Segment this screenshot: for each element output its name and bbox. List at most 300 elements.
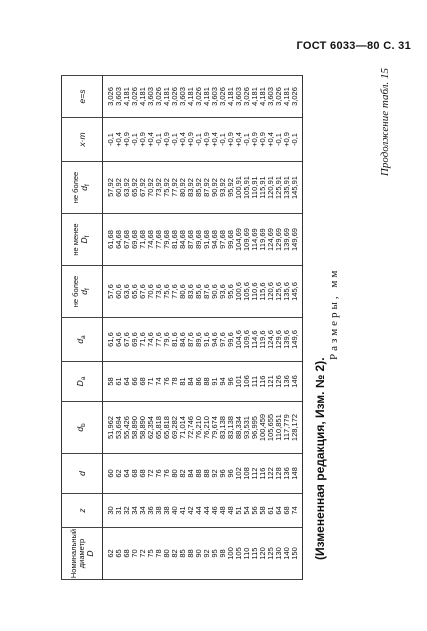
table-cell: 65,818 xyxy=(163,402,171,454)
table-cell: 124,69 xyxy=(267,214,275,266)
column-header xyxy=(62,494,103,528)
table-cell: 3,603 xyxy=(115,76,123,118)
table-row xyxy=(115,76,123,580)
table-cell: 38 xyxy=(155,494,163,528)
table-cell: 145,91 xyxy=(291,162,303,214)
table-cell: 75,92 xyxy=(163,162,171,214)
table-cell: 69,282 xyxy=(171,402,179,454)
table-cell: 135,91 xyxy=(283,162,291,214)
table-cell: +0,9 xyxy=(259,118,267,162)
table-cell: 109,69 xyxy=(243,214,251,266)
table-cell: 70,92 xyxy=(147,162,155,214)
table-cell: 110,6 xyxy=(251,266,259,318)
table-row xyxy=(275,76,283,580)
table-cell: 92 xyxy=(203,528,211,580)
table-cell: 71 xyxy=(147,362,155,402)
table-cell: 58,890 xyxy=(139,402,147,454)
table-cell: 67,68 xyxy=(123,214,131,266)
table-cell: +0,4 xyxy=(115,118,123,162)
table-cell: 36 xyxy=(147,494,155,528)
table-cell: 60,6 xyxy=(115,266,123,318)
table-cell: 74,68 xyxy=(147,214,155,266)
table-cell: 64 xyxy=(123,454,131,494)
table-row xyxy=(227,76,235,580)
table-cell: 120 xyxy=(259,528,267,580)
table-cell: 97,6 xyxy=(219,318,227,362)
table-cell: 88 xyxy=(203,454,211,494)
table-cell: +0,4 xyxy=(147,118,155,162)
table-cell: 62 xyxy=(115,454,123,494)
table-cell: 120,6 xyxy=(267,266,275,318)
table-cell: 76,210 xyxy=(195,402,203,454)
table-cell: 67,92 xyxy=(139,162,147,214)
page-header: ГОСТ 6033—80 С. 31 xyxy=(296,40,411,52)
table-cell: 114,69 xyxy=(251,214,259,266)
table-row xyxy=(195,76,203,580)
table-cell: 4,181 xyxy=(123,76,131,118)
table-row xyxy=(147,76,155,580)
table-cell: 88 xyxy=(195,454,203,494)
table-cell: 108 xyxy=(243,454,251,494)
column-header-subscript: f xyxy=(84,184,92,187)
table-row xyxy=(123,76,131,580)
table-cell: 57,92 xyxy=(103,162,116,214)
table-cell: 58,890 xyxy=(131,402,139,454)
table-cell: 4,181 xyxy=(163,76,171,118)
column-header xyxy=(62,118,103,162)
table-cell: 145,6 xyxy=(291,266,303,318)
table-cell: 114,6 xyxy=(251,318,259,362)
table-row xyxy=(179,76,187,580)
table-cell: 90 xyxy=(195,528,203,580)
table-cell: 3,026 xyxy=(219,76,227,118)
table-cell: 136 xyxy=(283,362,291,402)
column-header-label: не менее xyxy=(70,223,80,256)
table-cell: 67,6 xyxy=(139,266,147,318)
table-cell: 90,6 xyxy=(211,266,219,318)
table-cell: 83,138 xyxy=(219,402,227,454)
table-cell: 44 xyxy=(195,494,203,528)
table-cell: 85 xyxy=(179,528,187,580)
column-header xyxy=(62,318,103,362)
table-cell: 125,6 xyxy=(275,266,283,318)
column-header-symbol: d xyxy=(78,186,89,191)
table-cell: -0,1 xyxy=(219,118,227,162)
table-cell: 4,181 xyxy=(187,76,195,118)
table-cell: 89,68 xyxy=(195,214,203,266)
table-cell: 83,6 xyxy=(187,266,195,318)
table-cell: 86 xyxy=(195,362,203,402)
table-cell: 72,746 xyxy=(187,402,195,454)
table-cell: 79,674 xyxy=(211,402,219,454)
table-cell: 92 xyxy=(211,454,219,494)
table-cell: 80,92 xyxy=(179,162,187,214)
column-header-symbol: d xyxy=(78,290,89,295)
table-cell: 100,459 xyxy=(259,402,267,454)
table-cell: 97,68 xyxy=(219,214,227,266)
table-cell: 90,92 xyxy=(211,162,219,214)
table-cell: 110,91 xyxy=(251,162,259,214)
footnote: (Измененная редакция, Изм. № 2). xyxy=(313,357,327,560)
table-cell: 68 xyxy=(123,528,131,580)
column-header-subscript: a xyxy=(80,335,88,339)
table-cell: 88 xyxy=(187,528,195,580)
table-cell: 80,6 xyxy=(179,266,187,318)
column-header xyxy=(62,266,103,318)
table-cell: 74 xyxy=(291,494,303,528)
table-cell: 4,181 xyxy=(283,76,291,118)
table-cell: 120,91 xyxy=(267,162,275,214)
table-cell: 93,531 xyxy=(243,402,251,454)
table-cell: 34 xyxy=(139,494,147,528)
table-cell: 71,6 xyxy=(139,318,147,362)
table-cell: 61 xyxy=(115,362,123,402)
table-cell: 3,026 xyxy=(243,76,251,118)
table-cell: 74,6 xyxy=(147,318,155,362)
table-cell: 3,026 xyxy=(131,76,139,118)
table-row xyxy=(259,76,267,580)
table-cell: +0,4 xyxy=(267,118,275,162)
table-cell: 77,6 xyxy=(155,318,163,362)
table-cell: +0,9 xyxy=(283,118,291,162)
table-row xyxy=(171,76,179,580)
table-cell: 4,181 xyxy=(203,76,211,118)
table-cell: 99,6 xyxy=(227,318,235,362)
table-row xyxy=(103,76,116,580)
table-cell: 68 xyxy=(131,454,139,494)
table-cell: 72 xyxy=(147,454,155,494)
table-row xyxy=(219,76,227,580)
table-cell: 38 xyxy=(163,494,171,528)
table-header-row xyxy=(62,76,103,580)
table-cell: 68 xyxy=(139,454,147,494)
table-cell: 3,026 xyxy=(155,76,163,118)
table-cell: 73,6 xyxy=(155,266,163,318)
table-cell: 88 xyxy=(203,362,211,402)
table-cell: 104,6 xyxy=(235,318,243,362)
table-cell: 3,603 xyxy=(211,76,219,118)
table-cell: 136 xyxy=(283,454,291,494)
table-cell: 3,603 xyxy=(179,76,187,118)
table-cell: 87,6 xyxy=(187,318,195,362)
column-header xyxy=(62,214,103,266)
table-cell: 82 xyxy=(179,454,187,494)
column-header-symbol: e=s xyxy=(76,89,87,104)
table-cell: 77,6 xyxy=(171,266,179,318)
table-row xyxy=(243,76,251,580)
table-cell: 88,334 xyxy=(235,402,243,454)
table-cell: 58 xyxy=(259,494,267,528)
table-cell: 96 xyxy=(227,362,235,402)
table-cell: 89,6 xyxy=(195,318,203,362)
table-cell: -0,1 xyxy=(171,118,179,162)
column-header-symbol: D xyxy=(84,550,95,557)
table-cell: 84,68 xyxy=(179,214,187,266)
table-cell: 34 xyxy=(131,494,139,528)
table-cell: 79,68 xyxy=(163,214,171,266)
table-cell: 54 xyxy=(243,494,251,528)
table-cell: 77,92 xyxy=(171,162,179,214)
table-cell: 105,655 xyxy=(267,402,275,454)
table-cell: 56 xyxy=(251,494,259,528)
table-cell: 71,014 xyxy=(179,402,187,454)
table-cell: +0,9 xyxy=(163,118,171,162)
table-cell: 80 xyxy=(163,528,171,580)
table-row xyxy=(267,76,275,580)
table-cell: -0,1 xyxy=(103,118,116,162)
column-header xyxy=(62,162,103,214)
table-cell: 76 xyxy=(155,454,163,494)
table-cell: 3,026 xyxy=(103,76,116,118)
table-cell: 82 xyxy=(171,528,179,580)
table-cell: 110,851 xyxy=(275,402,283,454)
table-cell: 57,6 xyxy=(103,266,116,318)
table-cell: 130 xyxy=(275,528,283,580)
table-cell: 94,68 xyxy=(211,214,219,266)
table-cell: 94,6 xyxy=(211,318,219,362)
table-cell: +0,9 xyxy=(227,118,235,162)
column-header-symbol: D xyxy=(78,237,89,244)
table-cell: 110 xyxy=(243,528,251,580)
table-cell: 48 xyxy=(219,494,227,528)
table-cell: 30 xyxy=(103,494,116,528)
table-cell: 100,91 xyxy=(235,162,243,214)
table-cell: 65 xyxy=(115,528,123,580)
sizes-label: Размеры, мм xyxy=(328,267,340,360)
table-row xyxy=(163,76,171,580)
table-cell: 95 xyxy=(211,528,219,580)
table-cell: 128 xyxy=(275,454,283,494)
table-cell: 61 xyxy=(267,494,275,528)
table-cell: 4,181 xyxy=(251,76,259,118)
table-cell: 63,6 xyxy=(123,266,131,318)
column-header xyxy=(62,76,103,118)
table-cell: 109,6 xyxy=(243,318,251,362)
table-cell: 4,181 xyxy=(227,76,235,118)
table-cell: -0,1 xyxy=(243,118,251,162)
table-cell: 125,91 xyxy=(275,162,283,214)
column-header-symbol: d xyxy=(76,471,87,476)
table-cell: 78 xyxy=(155,528,163,580)
table-cell: 119,69 xyxy=(259,214,267,266)
column-header-label: Номинальный диаметр xyxy=(68,528,86,579)
table-cell: 116 xyxy=(259,362,267,402)
table-cell: 63,92 xyxy=(123,162,131,214)
table-row xyxy=(203,76,211,580)
table-cell: -0,1 xyxy=(275,118,283,162)
table-cell: 3,603 xyxy=(267,76,275,118)
table-cell: 73,92 xyxy=(155,162,163,214)
table-row xyxy=(187,76,195,580)
table-cell: 129,6 xyxy=(275,318,283,362)
table-cell: 122 xyxy=(267,454,275,494)
table-cell: 115 xyxy=(251,528,259,580)
table-cell: 93,6 xyxy=(219,266,227,318)
table-cell: 3,603 xyxy=(235,76,243,118)
table-cell: 62 xyxy=(103,528,116,580)
table-cell: +0,9 xyxy=(203,118,211,162)
table-cell: 81 xyxy=(179,362,187,402)
table-row xyxy=(155,76,163,580)
table-row xyxy=(251,76,259,580)
table-cell: 85,92 xyxy=(195,162,203,214)
table-cell: 128,172 xyxy=(291,402,303,454)
table-cell: -0,1 xyxy=(131,118,139,162)
table-cell: 105,6 xyxy=(243,266,251,318)
table-cell: 139,6 xyxy=(283,318,291,362)
table-cell: 91,6 xyxy=(203,318,211,362)
table-row xyxy=(283,76,291,580)
table-cell: 51,962 xyxy=(103,402,116,454)
table-cell: 67,6 xyxy=(123,318,131,362)
table-cell: 85,6 xyxy=(195,266,203,318)
table-cell: 76,210 xyxy=(203,402,211,454)
table-cell: 102 xyxy=(235,454,243,494)
column-header xyxy=(62,454,103,494)
column-header-subscript: f xyxy=(84,235,92,238)
table-cell: 3,026 xyxy=(291,76,303,118)
table-cell: 148 xyxy=(291,454,303,494)
table-cell: +0,9 xyxy=(187,118,195,162)
table-cell: 77,68 xyxy=(155,214,163,266)
table-cell: -0,1 xyxy=(291,118,303,162)
table-cell: 101 xyxy=(235,362,243,402)
table-cell: 129,69 xyxy=(275,214,283,266)
table-cell: 75 xyxy=(147,528,155,580)
table-cell: 68 xyxy=(139,362,147,402)
table-cell: 84,6 xyxy=(179,318,187,362)
table-cell: 115,91 xyxy=(259,162,267,214)
table-cell: 68 xyxy=(283,494,291,528)
table-cell: 124,6 xyxy=(267,318,275,362)
table-cell: 65,92 xyxy=(131,162,139,214)
table-cell: 51 xyxy=(235,494,243,528)
table-cell: 64,6 xyxy=(115,318,123,362)
table-cell: 64 xyxy=(123,362,131,402)
column-header xyxy=(62,528,103,580)
table-cell: 91,68 xyxy=(203,214,211,266)
table-cell: 74 xyxy=(155,362,163,402)
table-cell: 66 xyxy=(131,362,139,402)
table-cell: 71,68 xyxy=(139,214,147,266)
table-cell: 100 xyxy=(227,528,235,580)
table-cell: 149,69 xyxy=(291,214,303,266)
table-cell: 135,6 xyxy=(283,266,291,318)
table-row xyxy=(291,76,303,580)
table-cell: 31 xyxy=(115,494,123,528)
table-cell: 79,6 xyxy=(163,318,171,362)
table-cell: -0,1 xyxy=(155,118,163,162)
table-row xyxy=(139,76,147,580)
table-cell: 100,6 xyxy=(235,266,243,318)
table-cell: 61,6 xyxy=(103,318,116,362)
table-cell: 116 xyxy=(259,454,267,494)
column-header-symbol: d xyxy=(74,338,85,344)
table-cell: 115,6 xyxy=(259,266,267,318)
table-cell: +0,4 xyxy=(211,118,219,162)
table-cell: 78 xyxy=(171,362,179,402)
column-header-symbol: d xyxy=(74,426,85,432)
table-cell: 84 xyxy=(187,454,195,494)
table-cell: 69,68 xyxy=(131,214,139,266)
table-cell: 60 xyxy=(103,454,116,494)
table-cell: 95,6 xyxy=(227,266,235,318)
table-cell: 121 xyxy=(267,362,275,402)
column-header-subscript: f xyxy=(84,288,92,291)
column-header-symbol: z xyxy=(76,508,87,513)
table-cell: 4,181 xyxy=(139,76,147,118)
table-cell: 150 xyxy=(291,528,303,580)
table-cell: 76 xyxy=(163,454,171,494)
table-body xyxy=(103,76,303,580)
table-cell: 87,68 xyxy=(187,214,195,266)
table-cell: 53,694 xyxy=(115,402,123,454)
table-cell: +0,9 xyxy=(251,118,259,162)
table-cell: 146 xyxy=(291,362,303,402)
column-header xyxy=(62,362,103,402)
table-cell: 105 xyxy=(235,528,243,580)
table-cell: 42 xyxy=(187,494,195,528)
table-cell: 84 xyxy=(187,362,195,402)
table-cell: 3,603 xyxy=(147,76,155,118)
table-cell: 4,181 xyxy=(259,76,267,118)
table-cell: 81,68 xyxy=(171,214,179,266)
table-cell: 126 xyxy=(275,362,283,402)
column-header-subscript: b xyxy=(80,423,88,427)
table-cell: 139,69 xyxy=(283,214,291,266)
table-cell: 87,92 xyxy=(203,162,211,214)
table-cell: 75,6 xyxy=(163,266,171,318)
table-cell: -0,1 xyxy=(195,118,203,162)
table-cell: 98 xyxy=(219,528,227,580)
data-table xyxy=(61,75,303,580)
table-row xyxy=(235,76,243,580)
table-cell: 61,68 xyxy=(103,214,116,266)
table-cell: 3,026 xyxy=(275,76,283,118)
table-cell: 76 xyxy=(163,362,171,402)
table-row xyxy=(211,76,219,580)
column-header-symbol: D xyxy=(74,380,85,387)
column-header-symbol: x·m xyxy=(76,132,87,147)
table-cell: 3,026 xyxy=(171,76,179,118)
table-cell: 140 xyxy=(283,528,291,580)
table-cell: 46 xyxy=(211,494,219,528)
table-cell: 64 xyxy=(275,494,283,528)
table-cell: 104,69 xyxy=(235,214,243,266)
table-cell: 117,779 xyxy=(283,402,291,454)
table-row xyxy=(131,76,139,580)
table-cell: 87,6 xyxy=(203,266,211,318)
rotated-table-region xyxy=(58,60,408,600)
column-header xyxy=(62,402,103,454)
table-cell: 81,6 xyxy=(171,318,179,362)
table-cell: 60,92 xyxy=(115,162,123,214)
table-cell: 91 xyxy=(211,362,219,402)
continuation-label: Продолжение табл. 15 xyxy=(379,68,391,177)
table-cell: 112 xyxy=(251,454,259,494)
table-cell: +0,9 xyxy=(139,118,147,162)
column-header-subscript: a xyxy=(80,376,88,381)
table-cell: 105,91 xyxy=(243,162,251,214)
table-cell: 41 xyxy=(179,494,187,528)
table-cell: 96,995 xyxy=(251,402,259,454)
table-cell: 69,6 xyxy=(131,318,139,362)
column-header-label: не более xyxy=(70,171,80,204)
table-cell: 65,6 xyxy=(131,266,139,318)
table-cell: +0,4 xyxy=(235,118,243,162)
table-cell: 83,138 xyxy=(227,402,235,454)
table-cell: 72 xyxy=(139,528,147,580)
